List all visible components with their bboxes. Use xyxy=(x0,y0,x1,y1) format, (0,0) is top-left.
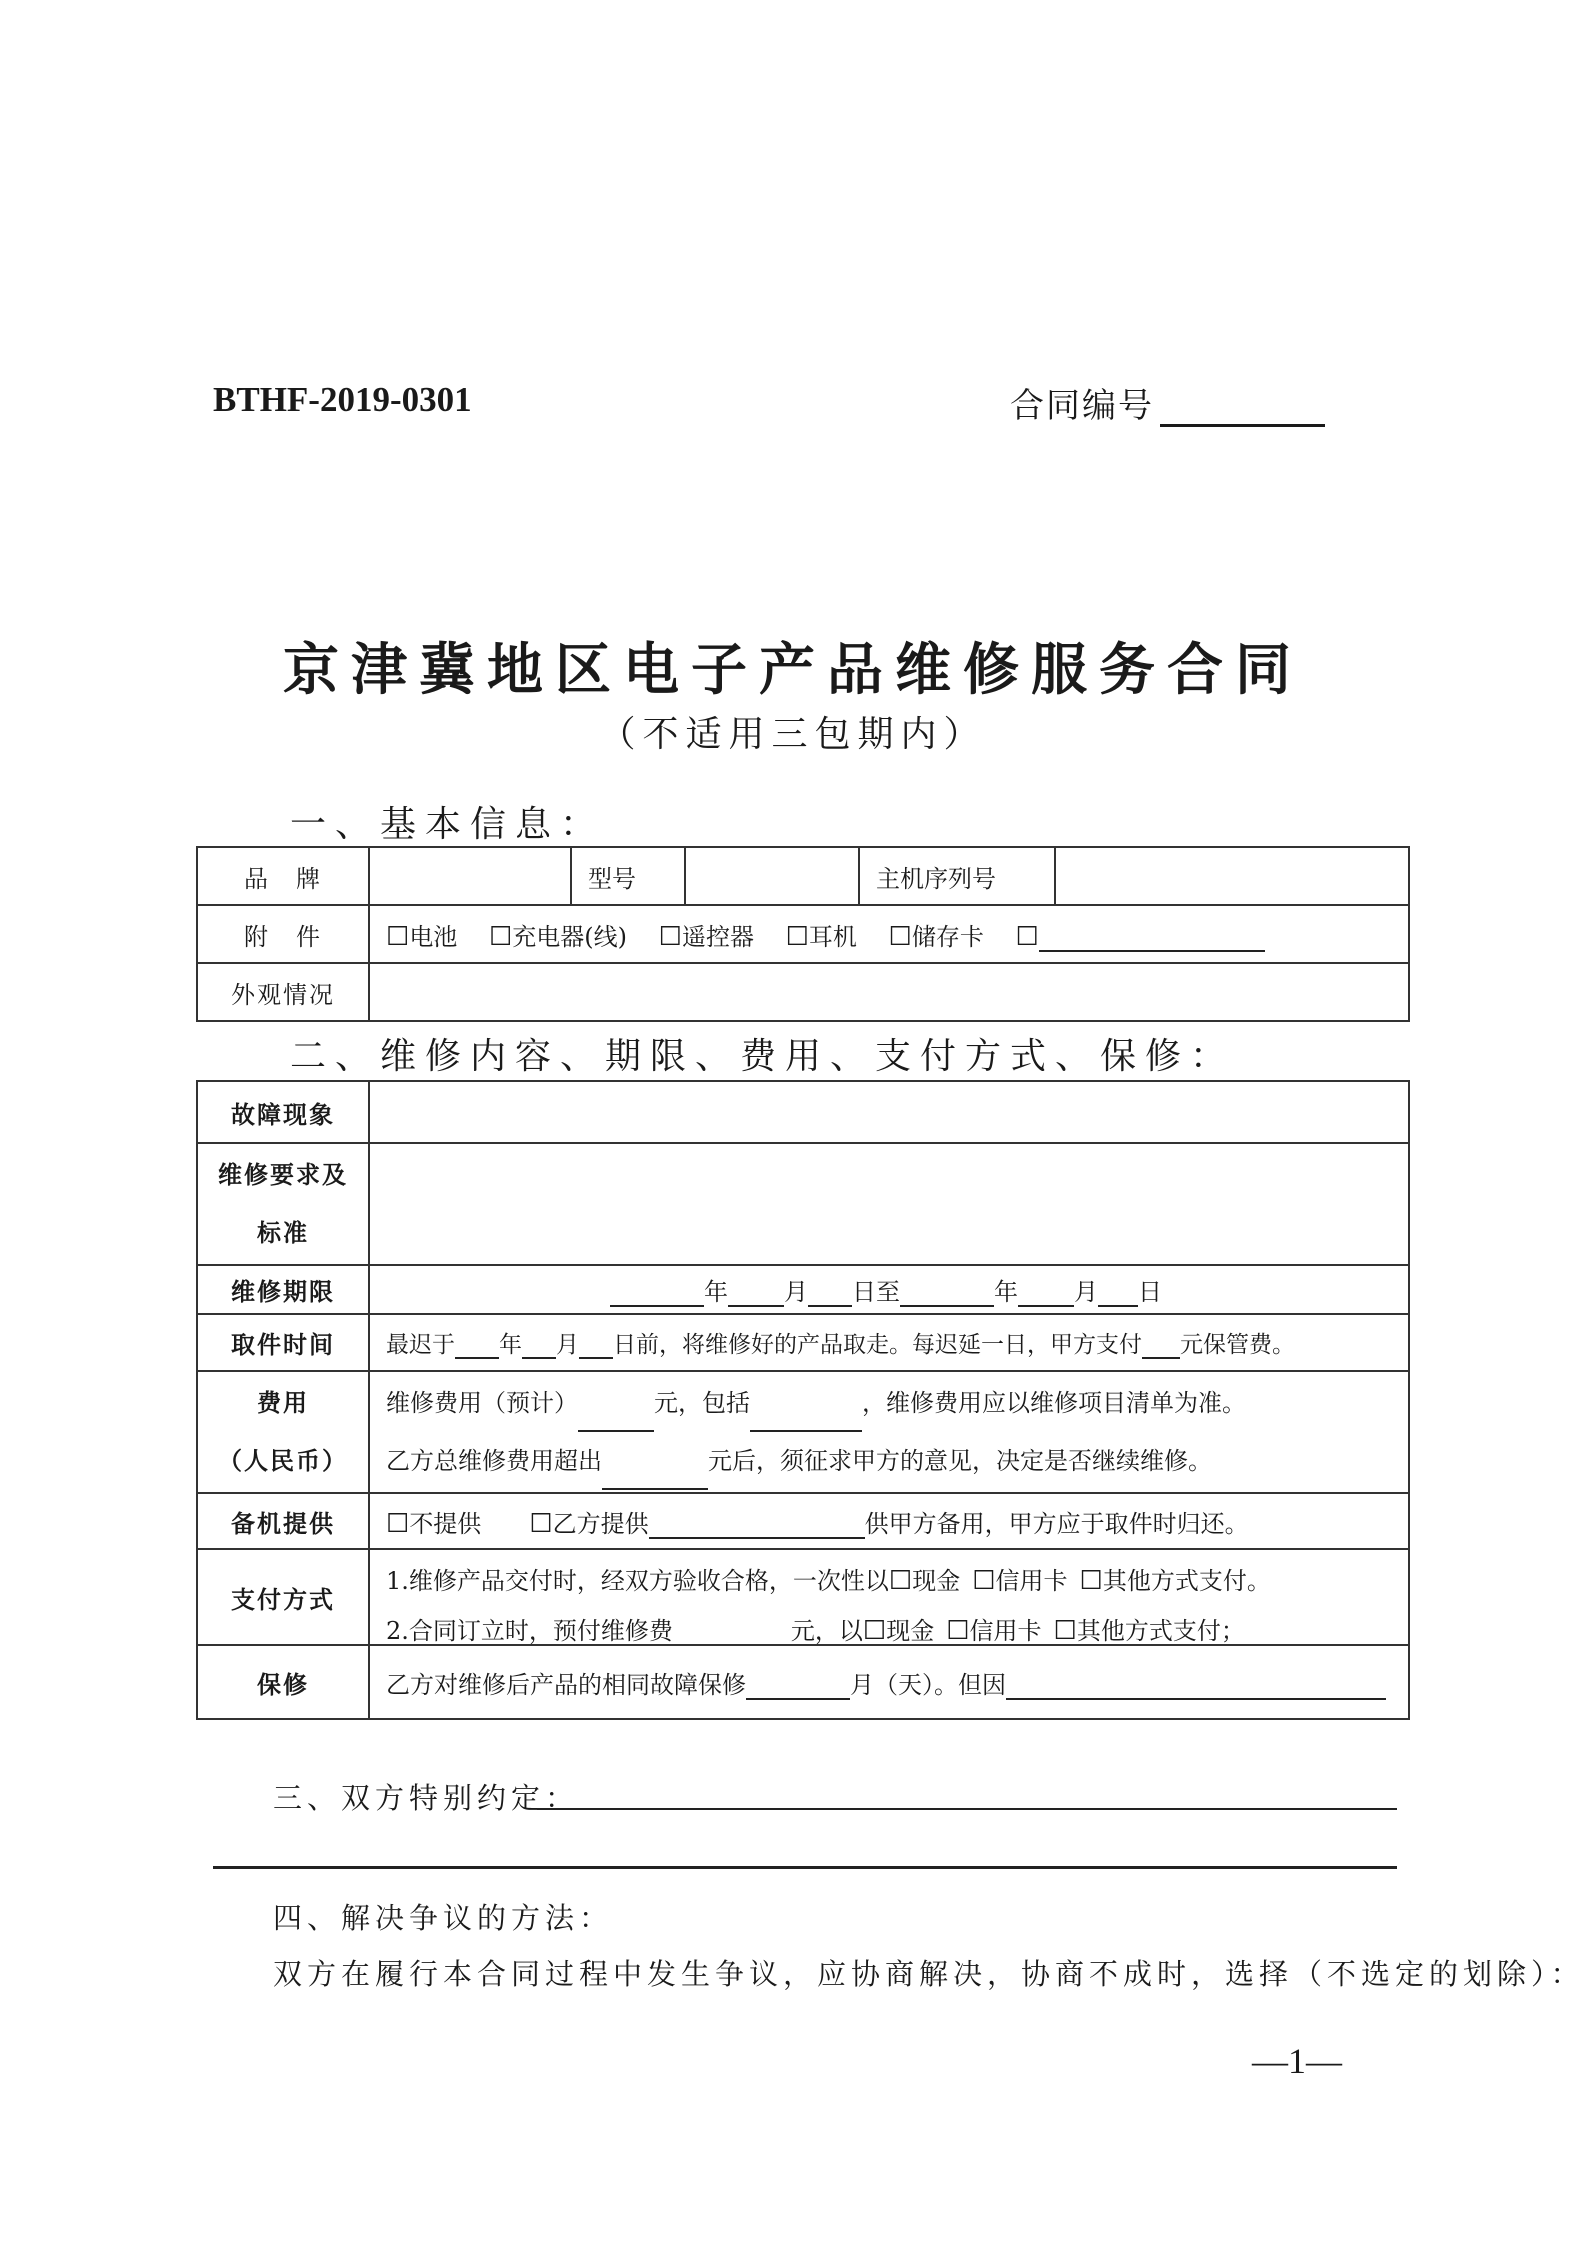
end-year-field[interactable] xyxy=(900,1283,994,1307)
checkbox-icon[interactable]: ☐ xyxy=(488,921,513,952)
spare-field xyxy=(369,1493,1409,1549)
serial-field[interactable] xyxy=(1055,847,1409,905)
table-row xyxy=(197,963,1409,1021)
fee-limit-field[interactable] xyxy=(602,1466,708,1490)
contract-number-label: 合同编号 xyxy=(1010,386,1154,426)
fault-field[interactable] xyxy=(369,1081,1409,1143)
pickup-day-field[interactable] xyxy=(579,1335,613,1359)
contract-subtitle: （不适用三包期内） xyxy=(599,714,987,755)
checkbox-icon[interactable]: ☐ xyxy=(888,921,912,952)
warranty-period-field[interactable] xyxy=(746,1676,850,1700)
pickup-year-field[interactable] xyxy=(455,1335,499,1359)
period-year-text: 年 xyxy=(704,1278,728,1306)
payment-line2 xyxy=(386,1606,1392,1644)
payment-lines xyxy=(386,1550,1392,1644)
fee-line2 xyxy=(386,1432,1392,1490)
prepay-field[interactable] xyxy=(673,1632,791,1644)
period-month-text: 月 xyxy=(1074,1278,1098,1306)
pickup-text: 最迟于 xyxy=(386,1332,455,1358)
estimated-fee-field[interactable] xyxy=(578,1408,654,1432)
fee-label xyxy=(197,1371,369,1493)
checkbox-icon[interactable]: ☐ xyxy=(1053,1616,1077,1644)
period-label: 维修期限 xyxy=(197,1265,369,1314)
repair-terms-table xyxy=(196,1080,1410,1720)
checkbox-icon[interactable]: ☐ xyxy=(658,921,682,952)
accessory-other-field[interactable] xyxy=(1039,928,1265,952)
payment-text: 2.合同订立时，预付维修费 xyxy=(386,1617,673,1644)
fee-includes-field[interactable] xyxy=(750,1408,862,1432)
start-day-field[interactable] xyxy=(808,1283,852,1307)
payment-other: 其他方式支付。 xyxy=(1102,1567,1271,1595)
checkbox-icon[interactable]: ☐ xyxy=(972,1566,996,1596)
pickup-text: 日前，将维修好的产品取走。每迟延一日，甲方支付 xyxy=(613,1332,1142,1358)
spare-label: 备机提供 xyxy=(197,1493,369,1549)
brand-label: 品 牌 xyxy=(197,847,369,905)
warranty-field xyxy=(369,1645,1409,1719)
table-row xyxy=(197,1549,1409,1645)
checkbox-icon[interactable]: ☐ xyxy=(1079,1566,1103,1596)
brand-field[interactable] xyxy=(369,847,571,905)
fee-text: 乙方总维修费用超出 xyxy=(386,1447,602,1475)
table-row xyxy=(197,905,1409,963)
contract-number-field[interactable] xyxy=(1160,394,1325,427)
checkbox-icon[interactable]: ☐ xyxy=(1015,921,1039,952)
period-field xyxy=(369,1265,1409,1314)
checkbox-icon[interactable]: ☐ xyxy=(386,921,410,952)
payment-line1 xyxy=(386,1556,1392,1606)
checkbox-icon[interactable]: ☐ xyxy=(946,1616,970,1644)
warranty-exception-field[interactable] xyxy=(1006,1676,1386,1700)
page-number: —1— xyxy=(1252,2041,1342,2081)
end-day-field[interactable] xyxy=(1098,1283,1138,1307)
period-to-text: 日至 xyxy=(852,1278,900,1306)
fee-label-line1: 费用 xyxy=(257,1388,309,1417)
requirement-label-line2: 标准 xyxy=(257,1218,309,1247)
fee-text: 元后，须征求甲方的意见，决定是否继续维修。 xyxy=(708,1447,1212,1475)
serial-label: 主机序列号 xyxy=(859,847,1055,905)
pickup-text: 年 xyxy=(499,1332,522,1358)
contract-title: 京津冀地区电子产品维修服务合同 xyxy=(283,637,1303,703)
accessory-earphone: 耳机 xyxy=(808,922,857,951)
pickup-month-field[interactable] xyxy=(522,1335,556,1359)
warranty-label: 保修 xyxy=(197,1645,369,1719)
contract-number xyxy=(1010,378,1325,427)
payment-field xyxy=(369,1549,1409,1645)
table-row xyxy=(197,1265,1409,1314)
spare-option-none: 不提供 xyxy=(409,1509,482,1538)
fault-label: 故障现象 xyxy=(197,1081,369,1143)
pickup-label: 取件时间 xyxy=(197,1314,369,1371)
payment-text: 1.维修产品交付时，经双方验收合格，一次性以 xyxy=(386,1567,889,1595)
accessory-label: 附 件 xyxy=(197,905,369,963)
spare-device-field[interactable] xyxy=(649,1515,865,1539)
model-label: 型号 xyxy=(571,847,685,905)
payment-other: 其他方式支付； xyxy=(1076,1617,1245,1644)
fee-text: 维修费用（预计） xyxy=(386,1389,578,1417)
accessory-charger: 充电器(线) xyxy=(512,922,627,951)
basic-info-table xyxy=(196,846,1410,1022)
checkbox-icon[interactable]: ☐ xyxy=(862,1616,887,1644)
requirement-field[interactable] xyxy=(369,1143,1409,1265)
fee-text: ，维修费用应以维修项目清单为准。 xyxy=(862,1389,1246,1417)
checkbox-icon[interactable]: ☐ xyxy=(529,1508,553,1539)
spare-text: 供甲方备用，甲方应于取件时归还。 xyxy=(864,1509,1249,1538)
special-terms-line-2[interactable] xyxy=(213,1866,1397,1869)
pickup-field xyxy=(369,1314,1409,1371)
fee-field xyxy=(369,1371,1409,1493)
payment-label: 支付方式 xyxy=(197,1549,369,1645)
period-month-text: 月 xyxy=(784,1278,808,1306)
requirement-label xyxy=(197,1143,369,1265)
accessory-remote: 遥控器 xyxy=(681,922,754,951)
section3-heading: 三、双方特别约定： xyxy=(273,1781,580,1815)
checkbox-icon[interactable]: ☐ xyxy=(785,921,809,952)
period-year-text: 年 xyxy=(994,1278,1018,1306)
payment-cash: 现金 xyxy=(886,1617,935,1644)
storage-fee-field[interactable] xyxy=(1142,1335,1180,1359)
start-year-field[interactable] xyxy=(610,1283,704,1307)
period-day-text: 日 xyxy=(1138,1278,1162,1306)
fee-label-line2: （人民币） xyxy=(218,1446,348,1475)
fee-text: 元，包括 xyxy=(654,1389,750,1417)
start-month-field[interactable] xyxy=(728,1283,784,1307)
accessory-battery: 电池 xyxy=(409,922,458,951)
spare-option-provided: 乙方提供 xyxy=(552,1509,649,1538)
checkbox-icon[interactable]: ☐ xyxy=(386,1508,410,1539)
special-terms-line[interactable] xyxy=(537,1808,1397,1810)
dispute-text: 双方在履行本合同过程中发生争议，应协商解决，协商不成时，选择（不选定的划除）： xyxy=(273,1957,1585,1991)
requirement-label-line1: 维修要求及 xyxy=(218,1160,348,1189)
section4-heading: 四、解决争议的方法： xyxy=(273,1901,614,1935)
document-code: BTHF-2019-0301 xyxy=(213,380,472,419)
model-field[interactable] xyxy=(685,847,859,905)
warranty-text: 月（天）。但因 xyxy=(850,1670,1006,1699)
table-row xyxy=(197,1314,1409,1371)
section2-heading: 二、维修内容、期限、费用、支付方式、保修： xyxy=(290,1036,1236,1077)
warranty-text: 乙方对维修后产品的相同故障保修 xyxy=(386,1670,746,1699)
appearance-label: 外观情况 xyxy=(197,963,369,1021)
table-row xyxy=(197,1645,1409,1719)
payment-text: 元，以 xyxy=(790,1617,863,1644)
pickup-text: 元保管费。 xyxy=(1180,1332,1295,1358)
table-row xyxy=(197,1493,1409,1549)
accessory-memory-card: 储存卡 xyxy=(911,922,984,951)
payment-credit-card: 信用卡 xyxy=(969,1617,1042,1644)
section1-heading: 一、基本信息： xyxy=(290,804,606,845)
checkbox-icon[interactable]: ☐ xyxy=(888,1566,913,1596)
fee-line1 xyxy=(386,1374,1392,1432)
payment-credit-card: 信用卡 xyxy=(995,1567,1068,1595)
appearance-field[interactable] xyxy=(369,963,1409,1021)
table-row xyxy=(197,847,1409,905)
pickup-text: 月 xyxy=(556,1332,579,1358)
accessory-options xyxy=(369,905,1409,963)
end-month-field[interactable] xyxy=(1018,1283,1074,1307)
table-row xyxy=(197,1371,1409,1493)
payment-cash: 现金 xyxy=(912,1567,961,1595)
table-row xyxy=(197,1081,1409,1143)
table-row xyxy=(197,1143,1409,1265)
